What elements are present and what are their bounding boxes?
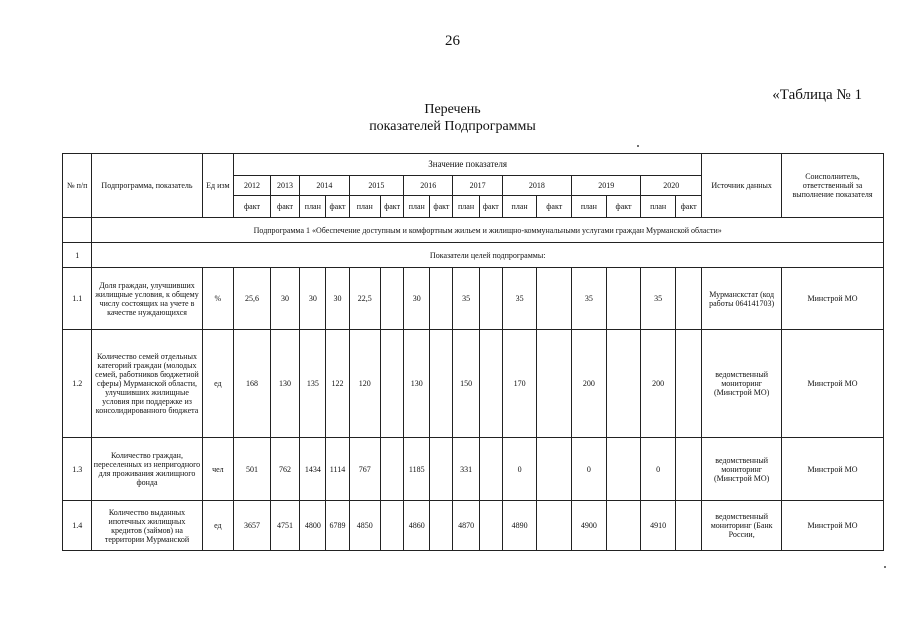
- indicators-table: [62, 153, 884, 551]
- col-header-num: № п/п: [63, 154, 92, 218]
- col-header-program: Подпрограмма, показатель: [92, 154, 202, 218]
- year-2016: 2016: [404, 176, 453, 196]
- value-cell: [479, 330, 502, 438]
- value-cell: 130: [270, 330, 299, 438]
- value-cell: [675, 330, 701, 438]
- fact-label: факт: [381, 196, 404, 218]
- value-cell: [381, 501, 404, 551]
- value-cell: 120: [349, 330, 380, 438]
- value-cell: 200: [641, 330, 676, 438]
- value-cell: 130: [404, 330, 430, 438]
- plan-label: план: [641, 196, 676, 218]
- value-cell: 30: [404, 268, 430, 330]
- value-cell: [537, 330, 572, 438]
- value-cell: 170: [502, 330, 537, 438]
- source-cell: ведомственный мониторинг (Минстрой МО): [702, 330, 782, 438]
- row-num: 1.2: [63, 330, 92, 438]
- year-2012: 2012: [234, 176, 271, 196]
- value-cell: [479, 438, 502, 501]
- subprogram-row: [63, 218, 884, 243]
- section-num: 1: [63, 243, 92, 268]
- responsible-cell: Минстрой МО: [782, 438, 884, 501]
- value-cell: 135: [300, 330, 326, 438]
- value-cell: [606, 330, 641, 438]
- value-cell: 501: [234, 438, 271, 501]
- value-cell: 0: [502, 438, 537, 501]
- col-header-responsible: Соисполнитель, ответственный за выполнение показателя: [782, 154, 884, 218]
- plan-label: план: [404, 196, 430, 218]
- unit-cell: ед: [202, 330, 233, 438]
- value-cell: 122: [326, 330, 349, 438]
- value-cell: 30: [270, 268, 299, 330]
- unit-cell: ед: [202, 501, 233, 551]
- value-cell: [430, 330, 453, 438]
- year-2019: 2019: [572, 176, 641, 196]
- year-2014: 2014: [300, 176, 349, 196]
- value-cell: [606, 268, 641, 330]
- value-cell: 0: [641, 438, 676, 501]
- value-cell: 200: [572, 330, 607, 438]
- source-cell: ведомственный мониторинг (Банк России,: [702, 501, 782, 551]
- section-title: Показатели целей подпрограммы:: [92, 243, 884, 268]
- row-num: 1.3: [63, 438, 92, 501]
- page-number: 26: [445, 33, 460, 49]
- indicator-name: Количество граждан, переселенных из непригодного для проживания жилищного фонда: [92, 438, 202, 501]
- value-cell: 4860: [404, 501, 430, 551]
- plan-label: план: [453, 196, 479, 218]
- value-cell: 4870: [453, 501, 479, 551]
- col-header-source: Источник данных: [702, 154, 782, 218]
- value-cell: [537, 438, 572, 501]
- value-cell: [479, 268, 502, 330]
- section-row: [63, 243, 884, 268]
- value-cell: [675, 501, 701, 551]
- value-cell: [479, 501, 502, 551]
- value-cell: [430, 438, 453, 501]
- plan-label: план: [300, 196, 326, 218]
- year-2017: 2017: [453, 176, 502, 196]
- source-cell: Мурманскстат (код работы 064141703): [702, 268, 782, 330]
- year-2015: 2015: [349, 176, 404, 196]
- indicator-name: Количество семей отдельных категорий граждан (молодых семей, работников бюджетной сферы) Мурманской области, улучшивших жилищные условия при поддержке из консолидированного бюджета: [92, 330, 202, 438]
- value-cell: [675, 268, 701, 330]
- value-cell: 35: [572, 268, 607, 330]
- fact-label: факт: [606, 196, 641, 218]
- table-label: «Таблица № 1: [772, 87, 862, 103]
- row-num: 1.4: [63, 501, 92, 551]
- value-cell: [381, 268, 404, 330]
- heading-line-1: Перечень: [424, 102, 481, 117]
- col-header-value: Значение показателя: [234, 154, 702, 176]
- value-cell: 767: [349, 438, 380, 501]
- value-cell: 4850: [349, 501, 380, 551]
- value-cell: 4910: [641, 501, 676, 551]
- value-cell: 4800: [300, 501, 326, 551]
- value-cell: 331: [453, 438, 479, 501]
- heading-line-2: показателей Подпрограммы: [369, 119, 536, 134]
- plan-label: план: [502, 196, 537, 218]
- value-cell: 25,6: [234, 268, 271, 330]
- table-row: [63, 438, 884, 501]
- col-header-unit: Ед изм: [202, 154, 233, 218]
- indicator-name: Количество выданных ипотечных жилищных кредитов (займов) на территории Мурманской: [92, 501, 202, 551]
- value-cell: [430, 501, 453, 551]
- value-cell: 30: [300, 268, 326, 330]
- fact-label: факт: [675, 196, 701, 218]
- plan-label: план: [349, 196, 380, 218]
- value-cell: [675, 438, 701, 501]
- value-cell: 762: [270, 438, 299, 501]
- year-2013: 2013: [270, 176, 299, 196]
- value-cell: [381, 438, 404, 501]
- value-cell: [606, 501, 641, 551]
- table-row: [63, 268, 884, 330]
- row-num: 1.1: [63, 268, 92, 330]
- value-cell: [606, 438, 641, 501]
- value-cell: 168: [234, 330, 271, 438]
- subprogram-title: Подпрограмма 1 «Обеспечение доступным и комфортным жильем и жилищно-коммунальными услугами граждан Мурманской области»: [92, 218, 884, 243]
- value-cell: 22,5: [349, 268, 380, 330]
- unit-cell: %: [202, 268, 233, 330]
- year-2020: 2020: [641, 176, 702, 196]
- value-cell: 1434: [300, 438, 326, 501]
- fact-label: факт: [270, 196, 299, 218]
- value-cell: [537, 268, 572, 330]
- header-row-1: [63, 154, 884, 176]
- fact-label: факт: [326, 196, 349, 218]
- value-cell: 1114: [326, 438, 349, 501]
- table-heading: [0, 101, 905, 135]
- indicator-name: Доля граждан, улучшивших жилищные условия, к общему числу состоящих на учете в качестве нуждающихся: [92, 268, 202, 330]
- scan-speck: [884, 566, 886, 568]
- value-cell: 3657: [234, 501, 271, 551]
- value-cell: 4890: [502, 501, 537, 551]
- unit-cell: чел: [202, 438, 233, 501]
- fact-label: факт: [234, 196, 271, 218]
- value-cell: 150: [453, 330, 479, 438]
- table-row: [63, 501, 884, 551]
- value-cell: 35: [502, 268, 537, 330]
- value-cell: 35: [453, 268, 479, 330]
- value-cell: [537, 501, 572, 551]
- value-cell: [381, 330, 404, 438]
- value-cell: 1185: [404, 438, 430, 501]
- value-cell: 6789: [326, 501, 349, 551]
- source-cell: ведомственный мониторинг (Минстрой МО): [702, 438, 782, 501]
- fact-label: факт: [430, 196, 453, 218]
- fact-label: факт: [479, 196, 502, 218]
- responsible-cell: Минстрой МО: [782, 330, 884, 438]
- responsible-cell: Минстрой МО: [782, 501, 884, 551]
- plan-label: план: [572, 196, 607, 218]
- value-cell: 4751: [270, 501, 299, 551]
- value-cell: 30: [326, 268, 349, 330]
- value-cell: 35: [641, 268, 676, 330]
- value-cell: 4900: [572, 501, 607, 551]
- table-row: [63, 330, 884, 438]
- value-cell: 0: [572, 438, 607, 501]
- scan-speck: [637, 145, 639, 147]
- year-2018: 2018: [502, 176, 571, 196]
- responsible-cell: Минстрой МО: [782, 268, 884, 330]
- fact-label: факт: [537, 196, 572, 218]
- value-cell: [430, 268, 453, 330]
